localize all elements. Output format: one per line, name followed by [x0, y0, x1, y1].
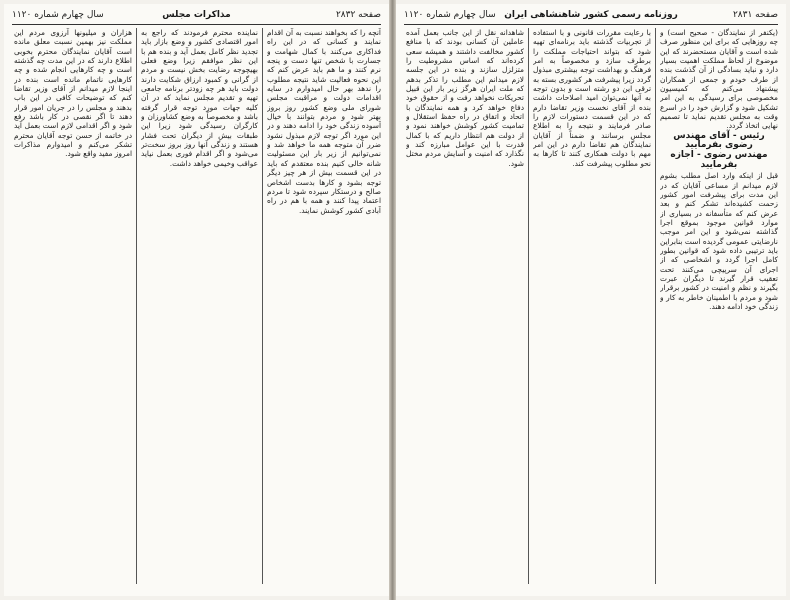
right-column-1 — [660, 28, 778, 586]
right-journal-issue: سال چهارم شماره ۱۱۲۰ — [404, 10, 496, 20]
right-page — [396, 4, 786, 596]
paragraph: (یکنفر از نمایندگان - صحیح است) و چه روزهایی که برای این منظور صرف شده است و آقایان مستحضرند که این موضوع از لحاظ مملکت اهمیت بسیار دارد و نباید بسادگی از آن گذشت بنده از طرف خودم و جمعی از همکاران پیشنهاد می‌کنم که کمیسیون مخصوصی برای رسیدگی به این امر تشکیل شود و گزارش خود را در اسرع وقت به مجلس تقدیم نماید تا تصمیم نهایی اتخاذ گردد. — [660, 28, 778, 131]
paragraph: آنچه را که بخواهند نسبت به آن اقدام نمایند و کسانی که در این راه فداکاری می‌کنند با کمال شهامت و جسارت با شخص تنها دست و پنجه نرم کنند و ما هم باید عرض کنم که این نحوه فعالیت شاید نتیجه مطلوب را ندهد بهر حال امیدوارم در سایه اقدامات دولت و مراقبت مجلس شورای ملی وضع کشور روز بروز بهتر شود و مردم بتوانند با خیال آسوده زندگی خود را ادامه دهند و در این مورد اگر توجه لازم مبذول نشود ضرر آن متوجه همه ما خواهد شد و نمی‌توانیم از زیر بار این مسئولیت شانه خالی کنیم بنده معتقدم که باید در این قسمت بیش از هر چیز دیگر توجه بشود و کارها بدست اشخاص صالح و درستکار سپرده شود تا مردم اعتماد پیدا کنند و همه با هم در راه آبادی کشور کوشش نمایند. — [267, 28, 381, 215]
paragraph: با رعایت مقررات قانونی و با استفاده از تجربیات گذشته باید برنامه‌ای تهیه شود که بتواند احتیاجات مملکت را برطرف سازد و مخصوصاً به امر فرهنگ و بهداشت توجه بیشتری مبذول گردد زیرا پیشرفت هر کشوری بسته به ترقی این دو رشته است و بدون توجه به آنها نمی‌توان امید اصلاحات داشت بنده از آقای نخست وزیر تقاضا دارم که در این قسمت دستورات لازم را صادر فرمایند و نتیجه را به اطلاع مجلس برسانند و ضمناً از آقایان نمایندگان هم تقاضا دارم در این امر مهم با دولت همکاری کنند تا کارها به نحو مطلوب پیشرفت کند. — [533, 28, 651, 168]
paragraph: قبل از اینکه وارد اصل مطلب بشوم لازم میدانم از مساعی آقایان که در این مدت برای پیشرفت امور کشور زحمت کشیده‌اند تشکر کنم و بعد عرض کنم که متأسفانه در بسیاری از موارد قوانین موجود بموقع اجرا گذاشته نمی‌شود و این امر موجب نارضایتی عمومی گردیده است بنابراین باید ترتیبی داده شود که قوانین بطور کامل اجرا گردد و اشخاصی که از اجرای آن سرپیچی می‌کنند تحت تعقیب قرار گیرند تا دیگران عبرت بگیرند و نظم و امنیت در کشور برقرار شود و مردم با اطمینان خاطر به کار و زندگی خود ادامه دهند. — [660, 171, 778, 311]
left-column-1 — [267, 28, 381, 586]
right-page-header — [404, 8, 778, 22]
speaker-heading: رئیس - آقای مهندس رضوی بفرمایید — [673, 130, 765, 151]
right-page-number: صفحه ۲۸۳۱ — [732, 10, 778, 20]
left-journal-issue: سال چهارم شماره ۱۱۲۰ — [12, 10, 104, 20]
left-column-3 — [14, 28, 132, 586]
paragraph: نماینده محترم فرمودند که راجع به امور اقتصادی کشور و وضع بازار باید تجدید نظر کامل بعمل آید و بنده هم با این نظر موافقم زیرا وضع فعلی بهیچوجه رضایت بخش نیست و مردم از گرانی و کمبود ارزاق شکایت دارند دولت باید هر چه زودتر برنامه جامعی تهیه و تقدیم مجلس نماید که در آن کلیه جهات مورد توجه قرار گرفته باشد و مخصوصاً به وضع کشاورزان و کارگران رسیدگی شود زیرا این طبقات بیش از دیگران تحت فشار هستند و زندگی آنها روز بروز سخت‌تر می‌شود و اگر اقدام فوری بعمل نیاید عواقب وخیمی خواهد داشت. — [141, 28, 258, 168]
left-page — [4, 4, 389, 596]
left-page-number: صفحه ۲۸۳۲ — [335, 10, 381, 20]
right-column-3 — [406, 28, 524, 586]
left-header-rule — [12, 24, 381, 25]
left-page-header — [12, 8, 381, 22]
column-divider — [262, 28, 263, 584]
left-column-2 — [141, 28, 258, 586]
column-divider — [136, 28, 137, 584]
column-divider — [528, 28, 529, 584]
book-gutter — [389, 0, 396, 600]
paragraph: شاهدانه نقل از این جانب بعمل آمده عاملین آن کسانی بودند که با منافع کشور مخالفت داشتند و همیشه سعی کرده‌اند که اساس مشروطیت را متزلزل سازند و بنده در این جلسه لازم میدانم این مطلب را تذکر بدهم که ملت ایران هرگز زیر بار این قبیل تحریکات نخواهد رفت و از حقوق خود دفاع خواهد کرد و همه نمایندگان با اتحاد و اتفاق در راه حفظ استقلال و تمامیت کشور کوشش خواهند نمود و از دولت هم انتظار داریم که با کمال قدرت با این عوامل مبارزه کند و نگذارد که امنیت و آسایش مردم مختل شود. — [406, 28, 524, 168]
speaker-heading: مهندس رضوی - اجازه بفرمایید — [670, 150, 768, 170]
right-section-title: روزنامه رسمی کشور شاهنشاهی ایران — [504, 10, 678, 20]
column-divider — [655, 28, 656, 584]
paragraph: هزاران و میلیونها آرزوی مردم این مملکت نیز بهمین نسبت معلق مانده است آقایان نمایندگان محترم بخوبی اطلاع دارند که در این مدت چه گذشته است و چه کارهایی انجام شده و چه کارهایی ناتمام مانده است بنده در اینجا لازم میدانم از آقای وزیر تقاضا کنم که توضیحات کافی در این باب بدهند و مجلس را در جریان امور قرار دهند تا اگر نقصی در کار باشد رفع شود و اگر اقدامی لازم است بعمل آید در خاتمه از حسن توجه آقایان محترم تشکر می‌کنم و امیدوارم مذاکرات امروز مفید واقع شود. — [14, 28, 132, 159]
right-column-2 — [533, 28, 651, 586]
left-section-title: مذاکرات مجلس — [162, 10, 231, 20]
right-header-rule — [404, 24, 778, 25]
